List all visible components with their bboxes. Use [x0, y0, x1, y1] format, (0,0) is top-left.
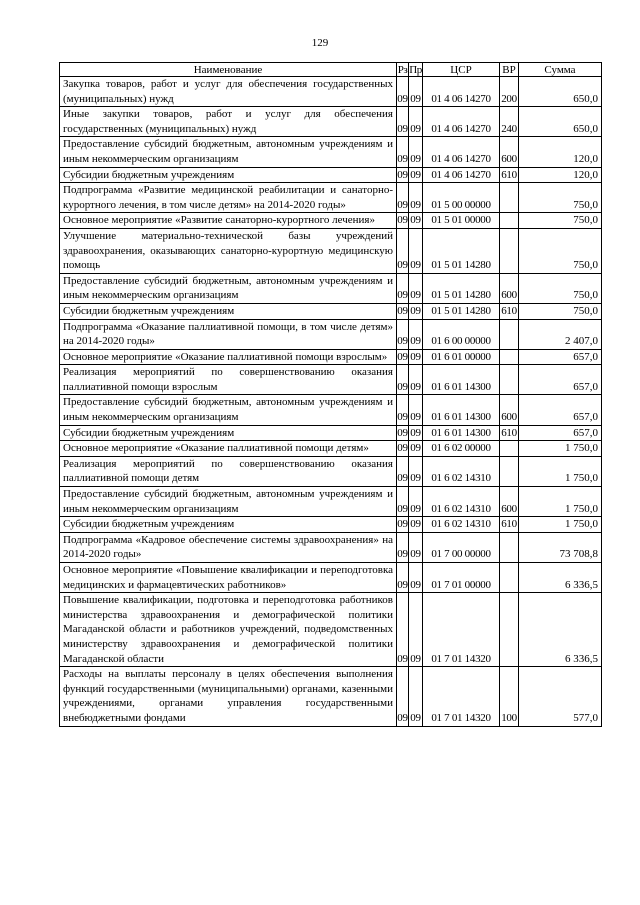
row-pr: 09 [409, 137, 423, 167]
row-rz: 09 [397, 395, 409, 425]
row-name: Предоставление субсидий бюджетным, автономным учреждениям и иным некоммерческим организациям [60, 395, 397, 425]
row-rz: 09 [397, 456, 409, 486]
row-name: Субсидии бюджетным учреждениям [60, 425, 397, 441]
table-row [60, 517, 602, 533]
row-vr [500, 319, 519, 349]
table-row [60, 137, 602, 167]
row-vr: 600 [500, 487, 519, 517]
row-rz: 09 [397, 517, 409, 533]
table-row [60, 563, 602, 593]
table-row [60, 593, 602, 667]
row-pr: 09 [409, 456, 423, 486]
row-sum: 2 407,0 [519, 319, 602, 349]
row-csr: 01 7 00 00000 [423, 532, 500, 562]
row-name: Предоставление субсидий бюджетным, автономным учреждениям и иным некоммерческим организациям [60, 137, 397, 167]
table-row [60, 349, 602, 365]
table-body [60, 77, 602, 727]
row-name: Субсидии бюджетным учреждениям [60, 303, 397, 319]
row-csr: 01 6 01 14300 [423, 425, 500, 441]
row-csr: 01 7 01 14320 [423, 667, 500, 726]
table-row [60, 228, 602, 273]
row-csr: 01 4 06 14270 [423, 107, 500, 137]
row-csr: 01 6 02 14310 [423, 517, 500, 533]
row-name: Реализация мероприятий по совершенствованию оказания паллиативной помощи взрослым [60, 365, 397, 395]
row-vr [500, 213, 519, 229]
row-name: Предоставление субсидий бюджетным, автономным учреждениям и иным некоммерческим организациям [60, 487, 397, 517]
table-row [60, 107, 602, 137]
row-csr: 01 5 01 14280 [423, 303, 500, 319]
row-pr: 09 [409, 77, 423, 107]
row-pr: 09 [409, 183, 423, 213]
row-pr: 09 [409, 349, 423, 365]
row-csr: 01 4 06 14270 [423, 137, 500, 167]
row-csr: 01 6 02 00000 [423, 441, 500, 457]
row-vr: 610 [500, 517, 519, 533]
row-pr: 09 [409, 365, 423, 395]
row-rz: 09 [397, 303, 409, 319]
row-pr: 09 [409, 213, 423, 229]
table-row [60, 273, 602, 303]
row-name: Субсидии бюджетным учреждениям [60, 167, 397, 183]
row-rz: 09 [397, 487, 409, 517]
table-row [60, 365, 602, 395]
row-name: Субсидии бюджетным учреждениям [60, 517, 397, 533]
row-rz: 09 [397, 365, 409, 395]
row-name: Иные закупки товаров, работ и услуг для обеспечения государственных (муниципальных) нужд [60, 107, 397, 137]
row-csr: 01 5 01 14280 [423, 228, 500, 273]
row-csr: 01 6 02 14310 [423, 456, 500, 486]
row-sum: 657,0 [519, 395, 602, 425]
row-name: Основное мероприятие «Оказание паллиативной помощи взрослым» [60, 349, 397, 365]
row-pr: 09 [409, 303, 423, 319]
row-sum: 650,0 [519, 107, 602, 137]
row-pr: 09 [409, 425, 423, 441]
row-sum: 577,0 [519, 667, 602, 726]
row-pr: 09 [409, 517, 423, 533]
row-vr: 610 [500, 167, 519, 183]
row-vr: 240 [500, 107, 519, 137]
table-row [60, 319, 602, 349]
header-rz: Рз [397, 63, 408, 76]
row-sum: 750,0 [519, 228, 602, 273]
row-rz: 09 [397, 441, 409, 457]
table-row [60, 425, 602, 441]
row-vr [500, 532, 519, 562]
budget-table [59, 62, 602, 727]
row-sum: 657,0 [519, 365, 602, 395]
row-csr: 01 7 01 00000 [423, 563, 500, 593]
row-pr: 09 [409, 273, 423, 303]
row-pr: 09 [409, 487, 423, 517]
row-sum: 120,0 [519, 167, 602, 183]
row-sum: 750,0 [519, 273, 602, 303]
row-rz: 09 [397, 228, 409, 273]
row-pr: 09 [409, 228, 423, 273]
row-pr: 09 [409, 107, 423, 137]
table-row [60, 183, 602, 213]
row-vr: 600 [500, 395, 519, 425]
row-pr: 09 [409, 167, 423, 183]
row-rz: 09 [397, 77, 409, 107]
row-rz: 09 [397, 563, 409, 593]
row-vr: 200 [500, 77, 519, 107]
row-name: Закупка товаров, работ и услуг для обеспечения государственных (муниципальных) нужд [60, 77, 397, 107]
header-sum: Сумма [519, 63, 602, 77]
row-name: Улучшение материально-технической базы учреждений здравоохранения, оказывающих санаторно-курортную медицинскую помощь [60, 228, 397, 273]
row-vr [500, 441, 519, 457]
row-rz: 09 [397, 667, 409, 726]
row-sum: 657,0 [519, 425, 602, 441]
row-pr: 09 [409, 441, 423, 457]
row-csr: 01 5 01 00000 [423, 213, 500, 229]
row-pr: 09 [409, 532, 423, 562]
row-sum: 6 336,5 [519, 563, 602, 593]
row-name: Подпрограмма «Развитие медицинской реабилитации и санаторно-курортного лечения, в том числе детям» на 2014-2020 годы» [60, 183, 397, 213]
row-rz: 09 [397, 532, 409, 562]
header-pr: Пр [409, 63, 422, 76]
row-pr: 09 [409, 319, 423, 349]
row-vr: 610 [500, 303, 519, 319]
row-vr: 100 [500, 667, 519, 726]
row-pr: 09 [409, 667, 423, 726]
row-vr [500, 456, 519, 486]
row-sum: 1 750,0 [519, 517, 602, 533]
row-sum: 1 750,0 [519, 487, 602, 517]
page-number: 129 [311, 37, 329, 49]
row-rz: 09 [397, 349, 409, 365]
row-csr: 01 6 01 00000 [423, 349, 500, 365]
row-rz: 09 [397, 273, 409, 303]
row-sum: 1 750,0 [519, 456, 602, 486]
header-csr: ЦСР [423, 63, 500, 77]
row-pr: 09 [409, 593, 423, 667]
table-row [60, 441, 602, 457]
row-vr [500, 365, 519, 395]
row-vr [500, 183, 519, 213]
row-sum: 750,0 [519, 303, 602, 319]
row-pr: 09 [409, 395, 423, 425]
row-name: Основное мероприятие «Оказание паллиативной помощи детям» [60, 441, 397, 457]
row-rz: 09 [397, 107, 409, 137]
row-csr: 01 4 06 14270 [423, 167, 500, 183]
row-sum: 1 750,0 [519, 441, 602, 457]
row-name: Подпрограмма «Кадровое обеспечение системы здравоохранения» на 2014-2020 годы» [60, 532, 397, 562]
row-csr: 01 5 00 00000 [423, 183, 500, 213]
row-name: Реализация мероприятий по совершенствованию оказания паллиативной помощи детям [60, 456, 397, 486]
row-name: Основное мероприятие «Повышение квалификации и переподготовка медицинских и фармацевтических работников» [60, 563, 397, 593]
row-csr: 01 6 00 00000 [423, 319, 500, 349]
row-name: Предоставление субсидий бюджетным, автономным учреждениям и иным некоммерческим организациям [60, 273, 397, 303]
row-vr [500, 349, 519, 365]
row-sum: 750,0 [519, 213, 602, 229]
table-row [60, 77, 602, 107]
row-sum: 657,0 [519, 349, 602, 365]
row-rz: 09 [397, 137, 409, 167]
row-rz: 09 [397, 213, 409, 229]
table-row [60, 395, 602, 425]
row-rz: 09 [397, 593, 409, 667]
header-vr: ВР [500, 63, 519, 77]
header-name: Наименование [60, 63, 397, 77]
row-vr: 600 [500, 273, 519, 303]
row-vr: 610 [500, 425, 519, 441]
row-sum: 6 336,5 [519, 593, 602, 667]
row-csr: 01 6 02 14310 [423, 487, 500, 517]
row-sum: 650,0 [519, 77, 602, 107]
row-csr: 01 6 01 14300 [423, 395, 500, 425]
row-csr: 01 7 01 14320 [423, 593, 500, 667]
table-row [60, 303, 602, 319]
row-sum: 120,0 [519, 137, 602, 167]
row-pr: 09 [409, 563, 423, 593]
row-rz: 09 [397, 319, 409, 349]
row-csr: 01 5 01 14280 [423, 273, 500, 303]
table-row [60, 487, 602, 517]
row-name: Основное мероприятие «Развитие санаторно-курортного лечения» [60, 213, 397, 229]
row-rz: 09 [397, 183, 409, 213]
row-vr [500, 593, 519, 667]
row-csr: 01 4 06 14270 [423, 77, 500, 107]
table-row [60, 456, 602, 486]
row-sum: 73 708,8 [519, 532, 602, 562]
table-row [60, 213, 602, 229]
row-vr [500, 563, 519, 593]
row-name: Повышение квалификации, подготовка и переподготовка работников министерства здравоохранения и демографической политики Магаданской области и работников учреждений, подведомственных министерству здравоохранения и демографической политики Магаданской области [60, 593, 397, 667]
table-row [60, 667, 602, 726]
row-vr [500, 228, 519, 273]
row-rz: 09 [397, 425, 409, 441]
table-row [60, 167, 602, 183]
table-header-row [60, 63, 602, 77]
row-csr: 01 6 01 14300 [423, 365, 500, 395]
row-rz: 09 [397, 167, 409, 183]
row-sum: 750,0 [519, 183, 602, 213]
row-name: Расходы на выплаты персоналу в целях обеспечения выполнения функций государственными (муниципальными) органами, казенными учреждениями, органами управления государственными внебюджетными фондами [60, 667, 397, 726]
row-name: Подпрограмма «Оказание паллиативной помощи, в том числе детям» на 2014-2020 годы» [60, 319, 397, 349]
table-row [60, 532, 602, 562]
row-vr: 600 [500, 137, 519, 167]
